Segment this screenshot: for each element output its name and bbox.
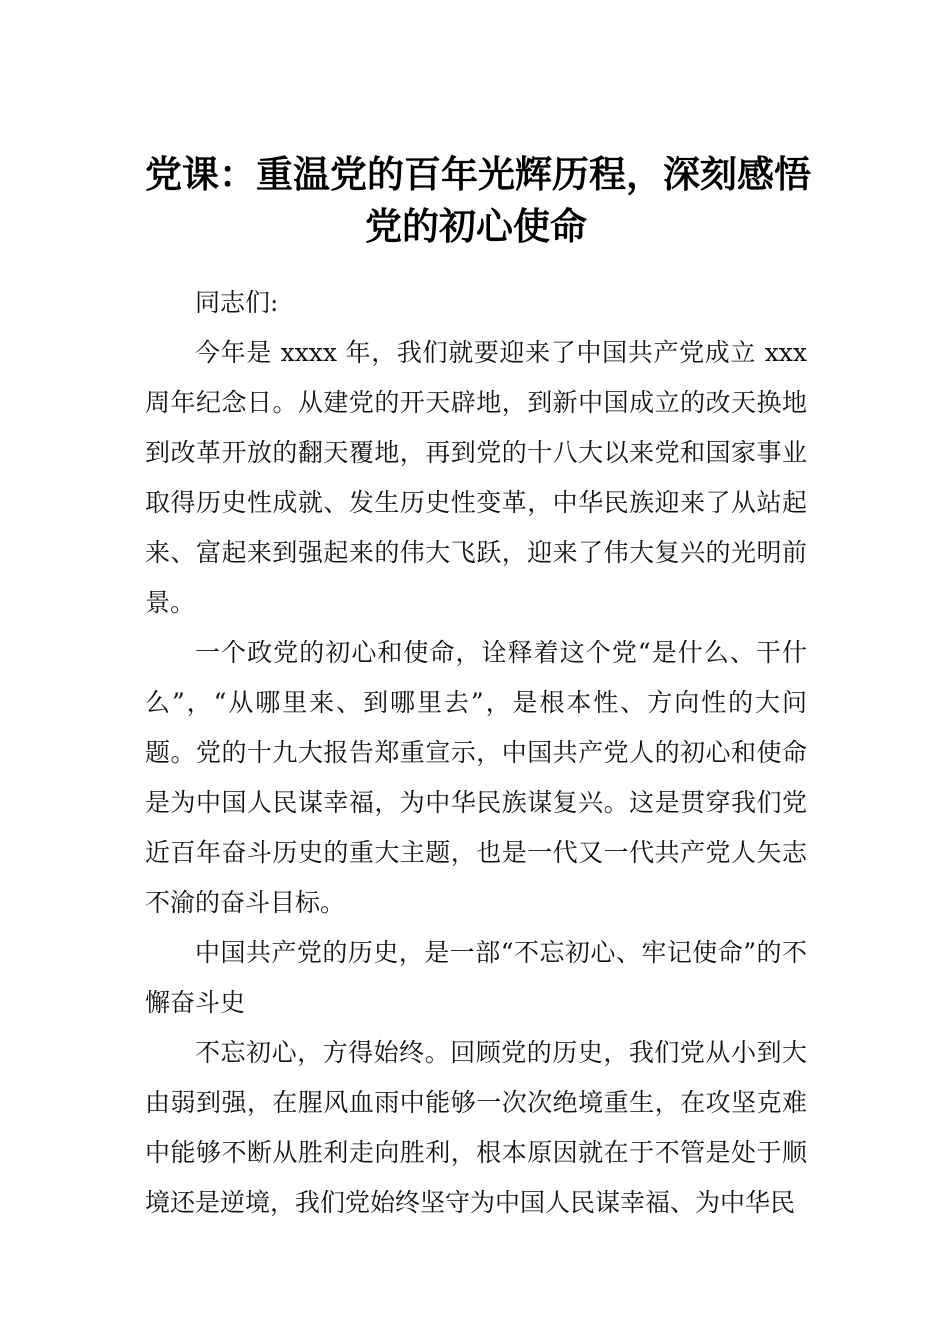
title-line-2: 党的初心使命 — [365, 204, 587, 248]
title-line-1: 党课：重温党的百年光辉历程，深刻感悟 — [145, 152, 811, 196]
section-heading: 中国共产党的历史，是一部“不忘初心、牢记使命”的不懈奋斗史 — [145, 938, 807, 1017]
salutation: 同志们: — [195, 288, 279, 317]
paragraph: 不忘初心，方得始终。回顾党的历史，我们党从小到大由弱到强，在腥风血雨中能够一次次绝境重生，在攻坚克难中能够不断从胜利走向胜利，根本原因就在于不管是处于顺境还是逆境，我们党始终坚守为中国人民谋幸福、为中华民 — [145, 1038, 807, 1217]
document-body — [145, 278, 807, 1228]
document-title — [145, 148, 811, 252]
paragraph: 一个政党的初心和使命，诠释着这个党“是什么、干什么”，“从哪里来、到哪里去”，是根本性、方向性的大问题。党的十九大报告郑重宣示，中国共产党人的初心和使命是为中国人民谋幸福，为中华民族谋复兴。这是贯穿我们党近百年奋斗历史的重大主题，也是一代又一代共产党人矢志不渝的奋斗目标。 — [145, 638, 807, 917]
paragraph: 今年是 xxxx 年，我们就要迎来了中国共产党成立 xxx 周年纪念日。从建党的开天辟地，到新中国成立的改天换地到改革开放的翻天覆地，再到党的十八大以来党和国家事业取得历史性成就、发生历史性变革，中华民族迎来了从站起来、富起来到强起来的伟大飞跃，迎来了伟大复兴的光明前景。 — [145, 338, 807, 617]
